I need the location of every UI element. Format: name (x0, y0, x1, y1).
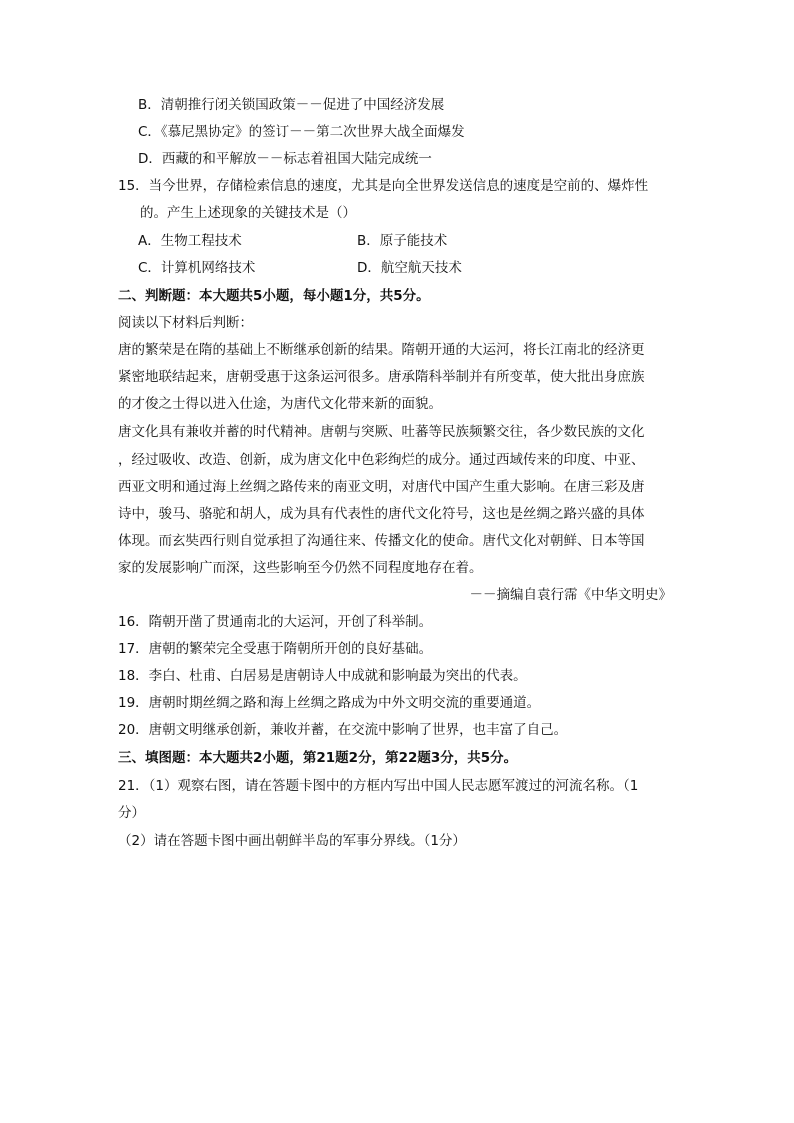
material-para2-line2: ，经过吸收、改造、创新，成为唐文化中色彩绚烂的成分。通过西域传来的印度、中亚、 (118, 452, 645, 468)
section2-heading: 二、判断题：本大题共5小题，每小题1分，共5分。 (118, 288, 430, 304)
material-para2-line5: 体现。而玄奘西行则自觉承担了沟通往来、传播文化的使命。唐代文化对朝鲜、日本等国 (118, 533, 645, 549)
q15-stem-line1: 15．当今世界，存储检索信息的速度，尤其是向全世界发送信息的速度是空前的、爆炸性 (118, 178, 649, 194)
q15-option-d: D．航空航天技术 (357, 260, 462, 276)
q21-part2: （2）请在答题卡图中画出朝鲜半岛的军事分界线。（1分） (118, 833, 466, 849)
material-para2-line6: 家的发展影响广而深，这些影响至今仍然不同程度地存在着。 (118, 560, 483, 576)
material-para2-line4: 诗中，骏马、骆驼和胡人，成为具有代表性的唐代文化符号，这也是丝绸之路兴盛的具体 (118, 506, 645, 522)
material-para1-line3: 的才俊之士得以进入仕途，为唐代文化带来新的面貌。 (118, 396, 442, 412)
q15-stem-line2: 的。产生上述现象的关键技术是（） (140, 205, 356, 221)
q15-option-b: B．原子能技术 (357, 233, 448, 249)
section2-intro: 阅读以下材料后判断： (118, 315, 253, 331)
judgement-item-19: 19．唐朝时期丝绸之路和海上丝绸之路成为中外文明交流的重要通道。 (118, 695, 541, 711)
q14-option-b: B．清朝推行闭关锁国政策－－促进了中国经济发展 (138, 97, 445, 113)
judgement-item-16: 16．隋朝开凿了贯通南北的大运河，开创了科举制。 (118, 614, 433, 630)
material-para2-line3: 西亚文明和通过海上丝绸之路传来的南亚文明，对唐代中国产生重大影响。在唐三彩及唐 (118, 479, 645, 495)
judgement-item-18: 18．李白、杜甫、白居易是唐朝诗人中成就和影响最为突出的代表。 (118, 668, 527, 684)
material-para2-line1: 唐文化具有兼收并蓄的时代精神。唐朝与突厥、吐蕃等民族频繁交往，各少数民族的文化 (118, 424, 645, 440)
material-para1-line2: 紧密地联结起来，唐朝受惠于这条运河很多。唐承隋科举制并有所变革，使大批出身庶族 (118, 369, 645, 385)
section3-heading: 三、填图题：本大题共2小题，第21题2分，第22题3分，共5分。 (118, 750, 518, 766)
material-para1-line1: 唐的繁荣是在隋的基础上不断继承创新的结果。隋朝开通的大运河，将长江南北的经济更 (118, 342, 645, 358)
q15-option-a: A．生物工程技术 (138, 233, 242, 249)
q14-option-c: C．《慕尼黑协定》的签订－－第二次世界大战全面爆发 (138, 124, 465, 140)
q14-option-d: D．西藏的和平解放－－标志着祖国大陆完成统一 (138, 151, 432, 167)
judgement-item-17: 17．唐朝的繁荣完全受惠于隋朝所开创的良好基础。 (118, 641, 433, 657)
q15-option-c: C．计算机网络技术 (138, 260, 256, 276)
judgement-item-20: 20．唐朝文明继承创新，兼收并蓄，在交流中影响了世界，也丰富了自己。 (118, 722, 568, 738)
q21-part1-line1: 21．（1）观察右图，请在答题卡图中的方框内写出中国人民志愿军渡过的河流名称。（1 (118, 778, 639, 794)
q21-part1-line2: 分） (118, 805, 145, 821)
material-source: －－摘编自袁行霈《中华文明史》 (469, 587, 672, 603)
